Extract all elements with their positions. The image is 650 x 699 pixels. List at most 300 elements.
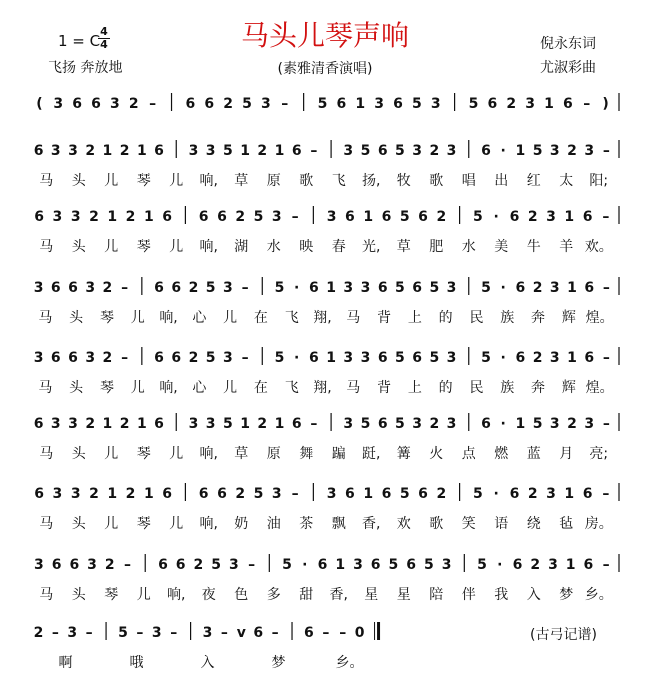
- note: 6: [377, 280, 388, 296]
- note: 3: [110, 96, 120, 112]
- note: 6: [515, 350, 526, 366]
- note: 2: [188, 350, 199, 366]
- note: –: [602, 350, 610, 366]
- lyric-syllable: 夜: [201, 587, 216, 603]
- note: ·: [302, 557, 308, 573]
- note: –: [291, 486, 299, 502]
- lyric-syllable: 阳;: [589, 173, 609, 189]
- note: 6: [309, 280, 319, 296]
- note: –: [602, 486, 610, 502]
- lyric-syllable: 背: [377, 380, 392, 396]
- note: 3: [549, 280, 560, 296]
- lyric-syllable: 儿: [136, 587, 151, 603]
- note: 2: [436, 209, 447, 225]
- note: 5: [429, 280, 440, 296]
- note: –: [271, 625, 279, 641]
- lyric-syllable: 儿: [169, 173, 184, 189]
- lyric-syllable: 飘: [331, 516, 346, 532]
- lyric-syllable: 儿: [169, 239, 184, 255]
- lyricist-credit: 倪永东词: [540, 36, 596, 52]
- note: 6: [204, 96, 215, 112]
- lyric-syllable: 篝: [396, 446, 411, 462]
- lyric-syllable: 燃: [494, 446, 509, 462]
- note: 6: [515, 280, 526, 296]
- lyric-syllable: 笑: [461, 516, 476, 532]
- note: 5: [395, 143, 405, 159]
- lyric-syllable: 月: [559, 446, 574, 462]
- note: 6: [91, 96, 101, 112]
- lyric-syllable: 马: [39, 239, 54, 255]
- note: 3: [353, 557, 363, 573]
- note: 3: [68, 143, 78, 159]
- note: 2: [235, 209, 246, 225]
- note: 6: [418, 209, 428, 225]
- note: 6: [34, 486, 45, 502]
- note: 1: [565, 557, 576, 573]
- lyric-syllable: 羊: [559, 239, 574, 255]
- lyric-syllable: 唱: [461, 173, 476, 189]
- note: –: [241, 350, 249, 366]
- note: 5: [532, 416, 543, 432]
- lyric-syllable: 儿: [104, 239, 119, 255]
- note: –: [281, 96, 289, 112]
- note: 6: [377, 143, 388, 159]
- lyric-syllable: 点: [461, 446, 476, 462]
- lyric-syllable: 儿: [223, 380, 238, 396]
- note: –: [248, 557, 256, 573]
- lyric-syllable: 马: [38, 380, 53, 396]
- note: 1: [363, 486, 374, 502]
- lyric-syllable: 香,: [362, 516, 381, 532]
- note: 3: [441, 557, 452, 573]
- note: 3: [33, 280, 44, 296]
- note: 6: [317, 557, 328, 573]
- note: 3: [412, 143, 423, 159]
- note: 3: [228, 557, 239, 573]
- note: 2: [527, 209, 538, 225]
- lyric-syllable: 马: [39, 516, 54, 532]
- lyric-syllable: 梦: [271, 655, 286, 671]
- lyric-syllable: 煌。: [585, 380, 614, 396]
- lyric-syllable: 马: [38, 310, 53, 326]
- lyric-syllable: 欢。: [584, 239, 613, 255]
- note: 3: [326, 209, 337, 225]
- note: 2: [102, 350, 113, 366]
- note: –: [602, 557, 610, 573]
- note: 6: [512, 557, 523, 573]
- note: 6: [291, 416, 302, 432]
- lyric-syllable: 语: [494, 516, 509, 532]
- note: 1: [102, 143, 113, 159]
- note: 6: [162, 209, 172, 225]
- note: 6: [72, 96, 83, 112]
- lyric-syllable: 红: [526, 173, 541, 189]
- lyric-syllable: 辉: [561, 380, 576, 396]
- lyric-syllable: 心: [192, 380, 207, 396]
- note: 3: [205, 416, 216, 432]
- note: 2: [104, 557, 115, 573]
- note: 5: [399, 486, 410, 502]
- note: 3: [151, 625, 162, 641]
- lyric-syllable: 民: [469, 380, 484, 396]
- note: 3: [546, 209, 556, 225]
- note: 5: [388, 557, 399, 573]
- note: 2: [125, 209, 136, 225]
- lyric-syllable: 头: [71, 587, 86, 603]
- note: –: [241, 280, 249, 296]
- lyric-syllable: 跹,: [362, 446, 381, 462]
- note: 3: [360, 350, 371, 366]
- note: 6: [198, 486, 209, 502]
- note: 3: [360, 280, 371, 296]
- note: 6: [481, 143, 491, 159]
- lyric-syllable: 飞: [284, 310, 299, 326]
- note: 1: [363, 209, 374, 225]
- note: 6: [68, 350, 78, 366]
- lyric-syllable: 头: [71, 446, 86, 462]
- note: ·: [500, 280, 506, 296]
- note: 6: [309, 350, 319, 366]
- note: 2: [532, 350, 543, 366]
- note: 6: [34, 209, 45, 225]
- lyric-syllable: 煌。: [585, 310, 614, 326]
- note: 6: [33, 416, 44, 432]
- note: 3: [205, 143, 216, 159]
- note: 2: [429, 143, 440, 159]
- note: 3: [188, 416, 199, 432]
- note: –: [602, 416, 610, 432]
- lyric-syllable: 儿: [169, 446, 184, 462]
- note: 6: [345, 209, 355, 225]
- note: –: [310, 416, 318, 432]
- lyric-syllable: 肥: [429, 239, 444, 255]
- lyric-syllable: 绕: [526, 516, 541, 532]
- lyric-syllable: 油: [266, 516, 281, 532]
- note: 3: [446, 350, 457, 366]
- note: 3: [202, 625, 213, 641]
- note: 2: [85, 143, 96, 159]
- note: 2: [89, 486, 99, 502]
- note: 3: [326, 486, 337, 502]
- note: 1: [326, 350, 336, 366]
- note: 6: [393, 96, 403, 112]
- lyric-syllable: 乡。: [584, 587, 613, 603]
- note: (: [36, 96, 43, 112]
- note: 3: [87, 557, 97, 573]
- note: 1: [544, 96, 554, 112]
- note: 5: [222, 143, 233, 159]
- lyric-syllable: 色: [234, 587, 249, 603]
- lyric-syllable: 族: [500, 310, 515, 326]
- lyric-syllable: 的: [438, 380, 453, 396]
- note: 3: [53, 96, 64, 112]
- lyric-syllable: 马: [346, 310, 361, 326]
- note: 5: [360, 416, 371, 432]
- note: –: [322, 625, 330, 641]
- lyric-syllable: 香,: [329, 587, 348, 603]
- key-signature: 1 = C: [58, 32, 101, 50]
- note: 6: [406, 557, 417, 573]
- note: 6: [336, 96, 347, 112]
- lyric-syllable: 水: [266, 239, 281, 255]
- note: 6: [412, 280, 423, 296]
- note: 5: [468, 96, 479, 112]
- lyric-syllable: 蓝: [526, 446, 541, 462]
- note: ·: [497, 557, 503, 573]
- composer-credit: 尤淑彩曲: [540, 60, 596, 76]
- note: ·: [294, 280, 300, 296]
- lyric-syllable: 儿: [130, 380, 145, 396]
- note: 2: [567, 416, 577, 432]
- note: –: [339, 625, 347, 641]
- lyric-syllable: 星: [396, 587, 411, 603]
- lyric-syllable: 的: [438, 310, 453, 326]
- note: 3: [546, 486, 556, 502]
- performance-marking: 飞扬 奔放地: [48, 60, 123, 76]
- lyric-syllable: 马: [39, 446, 54, 462]
- lyric-syllable: 响,: [159, 380, 178, 396]
- note: 1: [515, 143, 526, 159]
- lyric-syllable: 背: [377, 310, 392, 326]
- note: –: [149, 96, 157, 112]
- lyric-syllable: 星: [364, 587, 379, 603]
- lyric-syllable: 多: [266, 587, 281, 603]
- note: –: [136, 625, 144, 641]
- note: 6: [50, 280, 61, 296]
- lyric-syllable: 琴: [136, 173, 151, 189]
- lyric-syllable: 翔,: [313, 380, 332, 396]
- lyric-syllable: 儿: [104, 516, 119, 532]
- note: 3: [584, 416, 595, 432]
- note: 5: [481, 280, 491, 296]
- note: –: [602, 280, 610, 296]
- lyric-syllable: 蹁: [331, 446, 346, 462]
- note: 3: [374, 96, 384, 112]
- lyric-syllable: 响,: [199, 446, 218, 462]
- note: 2: [223, 96, 234, 112]
- lyric-syllable: 入: [200, 655, 215, 671]
- note: 1: [136, 416, 147, 432]
- note: 3: [271, 209, 282, 225]
- note: 5: [253, 486, 264, 502]
- lyric-syllable: 响,: [159, 310, 178, 326]
- lyric-syllable: 我: [494, 587, 509, 603]
- note: 2: [532, 280, 543, 296]
- lyric-syllable: 翔,: [313, 310, 332, 326]
- note: –: [170, 625, 178, 641]
- note: 6: [584, 280, 595, 296]
- note: 1: [102, 416, 113, 432]
- note: 2: [257, 416, 268, 432]
- note: 3: [446, 280, 457, 296]
- note: 6: [253, 625, 264, 641]
- lyric-syllable: 欢: [396, 516, 411, 532]
- note: 2: [188, 280, 199, 296]
- note: 2: [436, 486, 447, 502]
- note: 6: [162, 486, 172, 502]
- transcriber-credit: (古弓记谱): [530, 627, 597, 643]
- note: 2: [85, 416, 96, 432]
- note: 6: [304, 625, 314, 641]
- note: 3: [85, 350, 96, 366]
- lyric-syllable: 原: [266, 446, 281, 462]
- time-signature-denominator: 4: [100, 38, 108, 51]
- lyric-syllable: 上: [407, 310, 422, 326]
- note: 6: [509, 486, 520, 502]
- lyric-syllable: 牧: [396, 173, 411, 189]
- note: 3: [446, 143, 457, 159]
- lyric-syllable: 原: [266, 173, 281, 189]
- lyric-syllable: 琴: [136, 516, 151, 532]
- lyric-syllable: 马: [39, 173, 54, 189]
- note: 5: [242, 96, 252, 112]
- note: 6: [185, 96, 196, 112]
- lyric-syllable: 美: [494, 239, 509, 255]
- note: 5: [473, 209, 483, 225]
- singer-credit: (素雅清香演唱): [277, 61, 373, 77]
- note: 6: [154, 416, 164, 432]
- lyric-syllable: 在: [253, 310, 268, 326]
- note: 1: [240, 143, 250, 159]
- note: 6: [154, 280, 164, 296]
- note: 2: [527, 486, 538, 502]
- note: 6: [481, 416, 491, 432]
- note: 1: [240, 416, 250, 432]
- note: 2: [33, 625, 44, 641]
- note: 5: [473, 486, 483, 502]
- note: 6: [171, 280, 182, 296]
- note: –: [291, 209, 299, 225]
- lyric-syllable: 歌: [429, 173, 444, 189]
- lyric-syllable: 琴: [99, 310, 114, 326]
- lyric-syllable: 草: [396, 239, 411, 255]
- note: –: [121, 280, 129, 296]
- note: 2: [193, 557, 204, 573]
- lyric-syllable: 出: [494, 173, 509, 189]
- note: v: [236, 625, 246, 641]
- lyric-syllable: 马: [39, 587, 54, 603]
- lyric-syllable: 映: [299, 239, 314, 255]
- note: 3: [343, 416, 354, 432]
- note: 6: [217, 486, 227, 502]
- lyric-syllable: 火: [429, 446, 444, 462]
- note: –: [220, 625, 228, 641]
- note: 1: [107, 209, 118, 225]
- note: ·: [500, 416, 506, 432]
- note: 3: [343, 280, 354, 296]
- note: 3: [343, 143, 354, 159]
- note: 6: [381, 486, 392, 502]
- note: 5: [211, 557, 222, 573]
- note: 2: [102, 280, 113, 296]
- note: 1: [564, 486, 575, 502]
- lyric-syllable: 入: [526, 587, 541, 603]
- note: 3: [412, 416, 423, 432]
- note: 5: [423, 557, 434, 573]
- note: 3: [33, 350, 44, 366]
- note: 2: [257, 143, 268, 159]
- note: 5: [222, 416, 233, 432]
- note: 3: [85, 280, 96, 296]
- lyric-syllable: 太: [559, 173, 574, 189]
- lyric-syllable: 湖: [234, 239, 249, 255]
- note: –: [602, 143, 610, 159]
- note: ): [602, 96, 609, 112]
- note: 1: [567, 280, 577, 296]
- note: 5: [253, 209, 264, 225]
- note: 5: [395, 416, 405, 432]
- note: 6: [412, 350, 423, 366]
- note: 6: [345, 486, 355, 502]
- note: 5: [395, 350, 405, 366]
- note: –: [51, 625, 59, 641]
- lyric-syllable: 草: [234, 173, 249, 189]
- lyric-syllable: 族: [500, 380, 515, 396]
- lyric-syllable: 响,: [199, 173, 218, 189]
- note: 6: [154, 350, 164, 366]
- note: 3: [70, 486, 81, 502]
- song-title: 马头儿琴声响: [240, 19, 409, 52]
- note: 6: [582, 209, 593, 225]
- lyric-syllable: 奔: [531, 310, 546, 326]
- lyric-syllable: 陪: [429, 587, 444, 603]
- note: 3: [70, 209, 81, 225]
- note: 6: [381, 209, 392, 225]
- note: 3: [67, 625, 78, 641]
- note: 5: [481, 350, 491, 366]
- lyric-syllable: 琴: [104, 587, 119, 603]
- note: 6: [291, 143, 302, 159]
- note: ·: [500, 143, 506, 159]
- lyric-syllable: 水: [461, 239, 476, 255]
- lyric-syllable: 光,: [362, 239, 381, 255]
- note: 3: [549, 416, 560, 432]
- lyric-syllable: 毡: [559, 516, 574, 532]
- note: 3: [584, 143, 595, 159]
- lyric-syllable: 房。: [584, 516, 613, 532]
- lyric-syllable: 在: [253, 380, 268, 396]
- lyric-syllable: 儿: [104, 173, 119, 189]
- lyric-syllable: 扬,: [362, 173, 381, 189]
- note: 1: [274, 143, 285, 159]
- note: 6: [175, 557, 186, 573]
- note: 6: [68, 280, 78, 296]
- note: 5: [274, 350, 285, 366]
- lyric-syllable: 头: [71, 516, 86, 532]
- note: 2: [530, 557, 541, 573]
- lyric-syllable: 上: [407, 380, 422, 396]
- lyric-syllable: 儿: [169, 516, 184, 532]
- lyric-syllable: 乡。: [335, 655, 364, 671]
- note: 1: [335, 557, 346, 573]
- note: 3: [549, 350, 560, 366]
- note: 5: [399, 209, 410, 225]
- note: 1: [274, 416, 285, 432]
- note: 6: [217, 209, 227, 225]
- note: 3: [525, 96, 535, 112]
- note: 6: [158, 557, 168, 573]
- note: 3: [549, 143, 560, 159]
- lyric-syllable: 亮;: [589, 446, 609, 462]
- note: 3: [188, 143, 199, 159]
- note: 1: [143, 486, 154, 502]
- note: 3: [430, 96, 441, 112]
- lyric-syllable: 哦: [129, 655, 144, 671]
- note: 2: [429, 416, 440, 432]
- note: 6: [582, 486, 593, 502]
- lyric-syllable: 奶: [234, 516, 249, 532]
- note: 2: [235, 486, 246, 502]
